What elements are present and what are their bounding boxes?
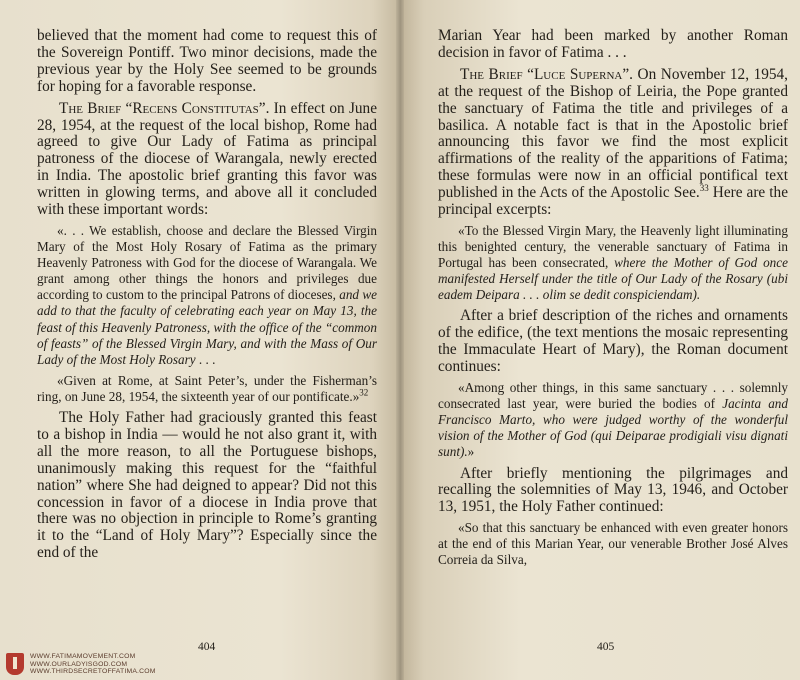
footer-link[interactable]: WWW.FATIMAMOVEMENT.COM [30, 653, 136, 660]
right-quote-2: «Among other things, in this same sanctuary . . . solemnly consecrated last year, were buried the bodies of Jacinta and Francisco Marto, who were judged worthy of the wonderful vision of the Mother of God (qui Deiparae prodigiali visu dignati sunt).» [438, 380, 788, 460]
left-paragraph-2: The Brief “Recens Constitutas”. In effect on June 28, 1954, at the request of the local bishop, Rome had agreed to give Our Lady of Fatima as principal patroness of the diocese of Warangala, newly erected in India. The apostolic brief granting this favor was written in glowing terms, and above all it concluded with these important words: [37, 99, 377, 219]
footer-links [30, 653, 156, 676]
left-paragraph-3: The Holy Father had graciously granted this feast to a bishop in India — would he not also grant it, with all the more reason, to all the Portuguese bishops, unanimously making this request for the “faithful nation” where She had deigned to appear? Did not this concession in favor of a diocese in India prove that there was no objection in principle to Rome’s granting it to the “Land of Holy Mary”? Especially since the end of the [37, 409, 377, 562]
footer-link[interactable]: WWW.OURLADYISGOD.COM [30, 660, 128, 668]
right-paragraph-4: After briefly mentioning the pilgrimages and recalling the solemnities of May 13, 1946, and October 13, 1951, the Holy Father continued: [438, 464, 788, 516]
right-quote-3: «So that this sanctuary be enhanced with even greater honors at the end of this Marian Year, our venerable Brother José Alves Correia da Silva, [438, 520, 788, 568]
right-quote-1: «To the Blessed Virgin Mary, the Heavenly light illuminating this benighted century, the venerable sanctuary of Fatima in Portugal has been consecrated, where the Mother of God once manifested Herself under the title of Our Lady of the Rosary (ubi eadem Deipara . . . olim se dedit conspiciendam). [438, 222, 788, 303]
section-heading: The Brief “Recens Constitutas”. [59, 99, 270, 117]
right-paragraph-1: Marian Year had been marked by another Roman decision in favor of Fatima . . . [438, 27, 788, 61]
page-number-right: 405 [597, 641, 615, 653]
footnote-ref: 32 [359, 387, 369, 398]
left-text-block [37, 28, 377, 562]
right-page [400, 0, 800, 680]
logo-icon [6, 653, 24, 675]
left-quote-1: «. . . We establish, choose and declare the Blessed Virgin Mary of the Most Holy Rosary of Fatima as the primary Heavenly Patroness with God for the diocese of Warangala. We grant among other things the honors and privileges due according to custom to the principal Patrons of dioceses, and we add to that the faculty of celebrating each year on May 13, the feast of this Heavenly Patroness, with the office of the “common of feasts” of the Blessed Virgin Mary, and with the Mass of Our Lady of the Most Holy Rosary . . . [37, 222, 377, 367]
right-text-block [438, 28, 788, 574]
footer-link[interactable]: WWW.THIRDSECRETOFFATIMA.COM [30, 668, 156, 676]
left-quote-2: «Given at Rome, at Saint Peter’s, under the Fisherman’s ring, on June 28, 1954, the sixteenth year of our pontificate.»$^{32}$ [37, 372, 377, 404]
book-gutter [396, 0, 404, 680]
section-heading: The Brief “Luce Superna”. [460, 65, 633, 83]
right-paragraph-2: The Brief “Luce Superna”. On November 12, 1954, at the request of the Bishop of Leiria, the Pope granted the sanctuary of Fatima the title and privileges of a basilica. A notable fact is that in the Apostolic brief announcing this favor we find the most explicit affirmations of the reality of the apparitions of Fatima; these formulas were now in an official pontifical text published in the Acts of the Apostolic See.$^{33}$ Here are the principal excerpts: [438, 65, 788, 219]
left-paragraph-1: believed that the moment had come to request this of the Sovereign Pontiff. Two minor decisions, made the previous year by the Holy See seemed to be grounds for hoping for a favorable response. [37, 27, 377, 95]
footnote-ref: 33 [699, 183, 709, 194]
page-number-left: 404 [198, 641, 216, 653]
right-paragraph-3: After a brief description of the riches and ornaments of the edifice, (the text mentions the mosaic representing the Immaculate Heart of Mary), the Roman document continues: [438, 307, 788, 376]
